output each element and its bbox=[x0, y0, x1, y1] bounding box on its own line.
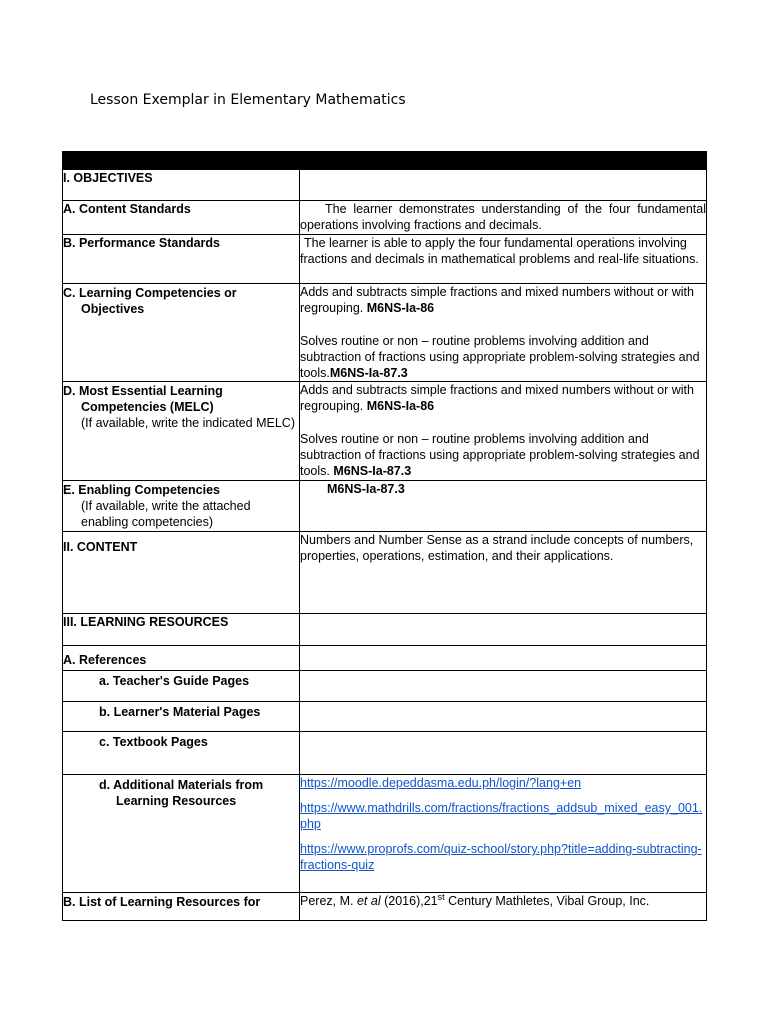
melc-label: D. Most Essential Learning bbox=[63, 384, 223, 398]
table-row bbox=[63, 170, 707, 201]
competency-code: M6NS-Ia-86 bbox=[366, 301, 435, 315]
melc-code: M6NS-Ia-87.3 bbox=[333, 464, 412, 478]
table-row bbox=[63, 235, 707, 284]
enabling-note: (If available, write the attached enabling competencies) bbox=[81, 499, 251, 529]
performance-standards-label: B. Performance Standards bbox=[63, 236, 220, 250]
document-title: Lesson Exemplar in Elementary Mathematics bbox=[90, 92, 406, 108]
content-standards-label: A. Content Standards bbox=[63, 202, 191, 216]
table-row bbox=[63, 614, 707, 646]
table-row bbox=[63, 532, 707, 614]
enabling-code: M6NS-Ia-87.3 bbox=[327, 482, 405, 496]
learning-resources-list-label: B. List of Learning Resources for bbox=[63, 895, 261, 909]
table-row bbox=[63, 646, 707, 671]
competency-item: Adds and subtracts simple fractions and mixed numbers without or with regrouping. M6NS-Ia-86 bbox=[300, 285, 694, 315]
table-row bbox=[63, 201, 707, 235]
resource-link-mathdrills[interactable]: https://www.mathdrills.com/fractions/fractions_addsub_mixed_easy_001.php bbox=[300, 801, 703, 831]
competency-code: M6NS-Ia-87.3 bbox=[329, 366, 408, 380]
lesson-table bbox=[62, 151, 707, 921]
melc-note: (If available, write the indicated MELC) bbox=[81, 416, 295, 430]
content-heading: II. CONTENT bbox=[63, 532, 300, 614]
enabling-competencies-label: E. Enabling Competencies bbox=[63, 483, 220, 497]
melc-item: Solves routine or non – routine problems involving addition and subtraction of fractions using appropriate problem-solving strategies and tools. M6NS-Ia-87.3 bbox=[300, 432, 700, 478]
resource-link-moodle[interactable]: https://moodle.depeddasma.edu.ph/login/?lang+en bbox=[300, 776, 582, 790]
table-row: d. Additional Materials from Learning Resources https://moodle.depeddasma.edu.ph/login/?lang+en https://www.mathdrills.com/fractions/fractions_addsub_mixed_easy_001.php https://www.proprofs.com/quiz-school/story.php?title=adding-subtracting-fractions-quiz bbox=[63, 775, 707, 893]
references-label: A. References bbox=[63, 653, 147, 667]
competency-item: Solves routine or non – routine problems involving addition and subtraction of fractions using appropriate problem-solving strategies and tools.M6NS-Ia-87.3 bbox=[300, 334, 700, 380]
learning-competencies-label: C. Learning Competencies or bbox=[63, 286, 237, 300]
table-row bbox=[63, 893, 707, 921]
table-row bbox=[63, 671, 707, 702]
table-row bbox=[63, 481, 707, 532]
learners-material-label: b. Learner's Material Pages bbox=[99, 705, 261, 719]
melc-code: M6NS-Ia-86 bbox=[366, 399, 435, 413]
performance-standards-text: The learner is able to apply the four fundamental operations involving fractions and decimals in mathematical problems and real-life situations. bbox=[300, 235, 707, 284]
objectives-heading: I. OBJECTIVES bbox=[63, 170, 300, 201]
teachers-guide-label: a. Teacher's Guide Pages bbox=[99, 674, 250, 688]
textbook-label: c. Textbook Pages bbox=[99, 735, 208, 749]
resource-link-proprofs[interactable]: https://www.proprofs.com/quiz-school/story.php?title=adding-subtracting-fractions-quiz bbox=[300, 842, 702, 872]
additional-materials-label: d. Additional Materials from bbox=[99, 778, 264, 792]
table-row bbox=[63, 702, 707, 732]
table-row: C. Learning Competencies or Objectives Adds and subtracts simple fractions and mixed numbers without or with regrouping. M6NS-Ia-86 Solves routine or non – routine problems involving addition and subtraction of fractions using appropriate problem-solving strategies and tools.M6NS-Ia-87.3 bbox=[63, 284, 707, 382]
content-standards-text: The learner demonstrates understanding of the four fundamental operations involving fractions and decimals. bbox=[300, 201, 707, 235]
citation: Perez, M. et al (2016),21st Century Mathletes, Vibal Group, Inc. bbox=[300, 893, 707, 921]
learning-resources-heading: III. LEARNING RESOURCES bbox=[63, 614, 300, 646]
table-header-bar bbox=[63, 152, 707, 170]
table-row: D. Most Essential Learning Competencies (MELC) (If available, write the indicated MELC) Adds and subtracts simple fractions and mixed numbers without or with regrouping. M6NS-Ia-86 Solves routine or non – routine problems involving addition and subtraction of fractions using appropriate problem-solving strategies and tools. M6NS-Ia-87.3 bbox=[63, 382, 707, 481]
content-text: Numbers and Number Sense as a strand include concepts of numbers, properties, operations, estimation, and their applications. bbox=[300, 532, 707, 614]
melc-item: Adds and subtracts simple fractions and mixed numbers without or with regrouping. M6NS-Ia-86 bbox=[300, 383, 694, 413]
table-row bbox=[63, 732, 707, 775]
